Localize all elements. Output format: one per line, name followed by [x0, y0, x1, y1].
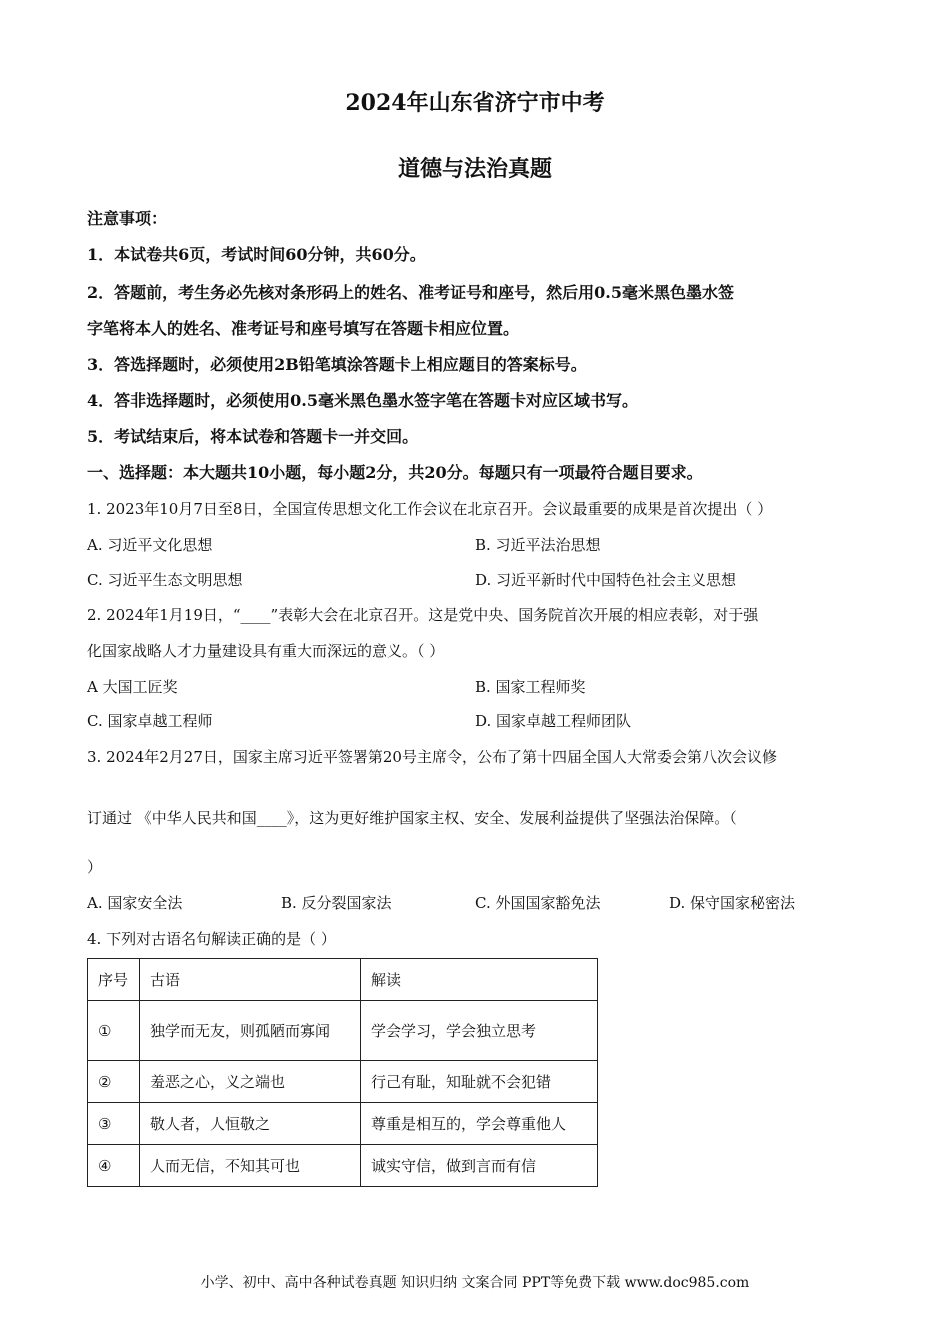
question-3-stem-end: ） [87, 858, 103, 876]
table-header-row [88, 959, 598, 1001]
notice-item: 2．答题前，考生务必先核对条形码上的姓名、准考证号和座号，然后用0.5毫米黑色墨水签 [87, 283, 734, 302]
question-3-option-a: A. 国家安全法 [87, 894, 183, 912]
page-subtitle: 道德与法治真题 [397, 156, 552, 182]
table-header-cell: 序号 [88, 959, 140, 1001]
page-title: 2024年山东省济宁市中考 [345, 90, 605, 116]
question-1-option-b: B. 习近平法治思想 [475, 536, 601, 554]
table-cell: 人而无信，不知其可也 [140, 1145, 361, 1187]
question-3-option-d: D. 保守国家秘密法 [669, 894, 796, 912]
notice-item: 1．本试卷共6页，考试时间60分钟，共60分。 [87, 245, 426, 264]
table-cell: 诚实守信，做到言而有信 [361, 1145, 598, 1187]
section-heading: 一、选择题：本大题共10小题，每小题2分，共20分。每题只有一项最符合题目要求。 [87, 463, 703, 482]
question-3-option-c: C. 外国国家豁免法 [475, 894, 601, 912]
table-row [88, 1061, 598, 1103]
question-1-option-a: A. 习近平文化思想 [87, 536, 213, 554]
table-cell: ② [88, 1061, 140, 1103]
table-cell: 独学而无友，则孤陋而寡闻 [140, 1001, 361, 1061]
notice-item: 5．考试结束后，将本试卷和答题卡一并交回。 [87, 427, 419, 446]
question-1-option-c: C. 习近平生态文明思想 [87, 571, 243, 589]
table-cell: ③ [88, 1103, 140, 1145]
question-1-stem: 1. 2023年10月7日至8日，全国宣传思想文化工作会议在北京召开。会议最重要的成果是首次提出（ ） [87, 500, 773, 518]
table-cell: ④ [88, 1145, 140, 1187]
table-cell: ① [88, 1001, 140, 1061]
quote-table [87, 958, 598, 1187]
notice-item: 字笔将本人的姓名、准考证号和座号填写在答题卡相应位置。 [87, 319, 520, 338]
table-row [88, 1145, 598, 1187]
table-cell: 尊重是相互的，学会尊重他人 [361, 1103, 598, 1145]
page-footer: 小学、初中、高中各种试卷真题 知识归纳 文案合同 PPT等免费下载 www.doc985.com [200, 1275, 750, 1291]
table-cell: 学会学习，学会独立思考 [361, 1001, 598, 1061]
question-2-stem-cont: 化国家战略人才力量建设具有重大而深远的意义。（ ） [87, 642, 445, 660]
table-cell: 羞恶之心，义之端也 [140, 1061, 361, 1103]
table-row [88, 1001, 598, 1061]
notice-heading: 注意事项： [87, 209, 168, 228]
question-2-option-c: C. 国家卓越工程师 [87, 712, 213, 730]
notice-item: 3．答选择题时，必须使用2B铅笔填涂答题卡上相应题目的答案标号。 [87, 355, 587, 374]
notice-item: 4．答非选择题时，必须使用0.5毫米黑色墨水签字笔在答题卡对应区域书写。 [87, 391, 638, 410]
question-1-option-d: D. 习近平新时代中国特色社会主义思想 [475, 571, 737, 589]
question-3-stem-cont: 订通过 《中华人民共和国____》，这为更好维护国家主权、安全、发展利益提供了坚强法治保障。（ [87, 809, 737, 827]
question-3-stem: 3. 2024年2月27日，国家主席习近平签署第20号主席令，公布了第十四届全国人大常委会第八次会议修 [87, 748, 777, 766]
question-2-option-d: D. 国家卓越工程师团队 [475, 712, 632, 730]
question-4-stem: 4. 下列对古语名句解读正确的是（ ） [87, 930, 336, 948]
table-header-cell: 古语 [140, 959, 361, 1001]
table-cell: 行己有耻，知耻就不会犯错 [361, 1061, 598, 1103]
question-2-stem: 2. 2024年1月19日，“____”表彰大会在北京召开。这是党中央、国务院首次开展的相应表彰，对于强 [87, 606, 759, 624]
table-row [88, 1103, 598, 1145]
table-header-cell: 解读 [361, 959, 598, 1001]
question-3-option-b: B. 反分裂国家法 [281, 894, 392, 912]
question-2-option-b: B. 国家工程师奖 [475, 678, 586, 696]
table-cell: 敬人者，人恒敬之 [140, 1103, 361, 1145]
question-2-option-a: A 大国工匠奖 [87, 678, 178, 696]
